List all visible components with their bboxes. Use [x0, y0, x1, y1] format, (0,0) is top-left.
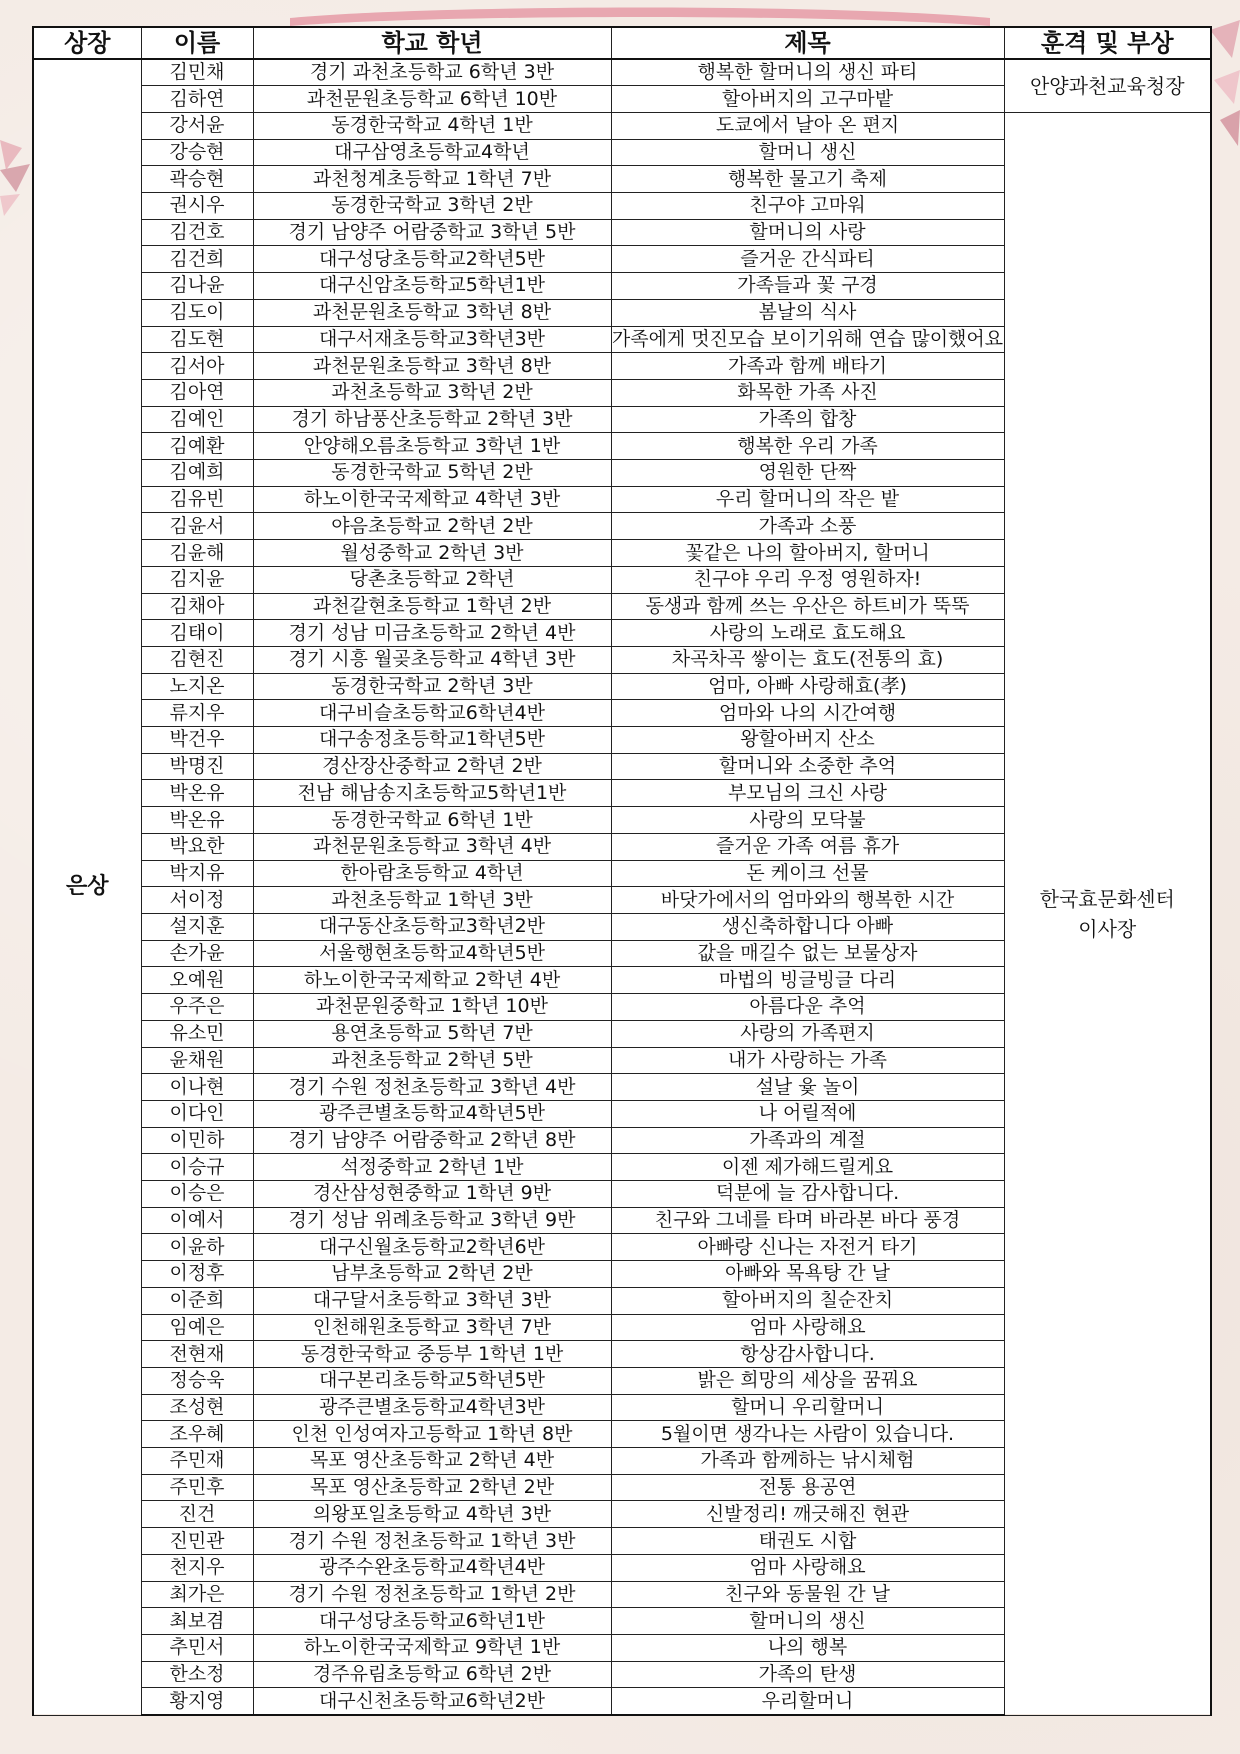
cell-title: 친구와 그네를 타며 바라본 바다 풍경	[611, 1207, 1004, 1234]
cell-school: 경기 남양주 어람중학교 2학년 8반	[253, 1127, 611, 1154]
cell-title: 즐거운 가족 여름 휴가	[611, 833, 1004, 860]
header-school: 학교 학년	[253, 27, 611, 59]
cell-title: 덕분에 늘 감사합니다.	[611, 1181, 1004, 1208]
cell-name: 전현재	[141, 1341, 253, 1368]
cell-school: 하노이한국국제학교 2학년 4반	[253, 967, 611, 994]
cell-title: 왕할아버지 산소	[611, 727, 1004, 754]
cell-title: 엄마, 아빠 사랑해효(孝)	[611, 673, 1004, 700]
cell-name: 조성현	[141, 1394, 253, 1421]
cell-name: 김서아	[141, 353, 253, 380]
cell-title: 사랑의 가족편지	[611, 1020, 1004, 1047]
cell-school: 과천문원초등학교 6학년 10반	[253, 86, 611, 113]
cell-name: 김민채	[141, 59, 253, 86]
cell-title: 가족과의 계절	[611, 1127, 1004, 1154]
cell-title: 할머니 생신	[611, 139, 1004, 166]
cell-title: 꽃같은 나의 할아버지, 할머니	[611, 540, 1004, 567]
cell-title: 5월이면 생각나는 사람이 있습니다.	[611, 1421, 1004, 1448]
cell-name: 강승현	[141, 139, 253, 166]
cell-school: 대구삼영초등학교4학년	[253, 139, 611, 166]
cell-name: 주민재	[141, 1448, 253, 1475]
header-award: 상장	[33, 27, 141, 59]
cell-name: 노지온	[141, 673, 253, 700]
cell-school: 안양해오름초등학교 3학년 1반	[253, 433, 611, 460]
cell-name: 임예은	[141, 1314, 253, 1341]
cell-school: 경기 수원 정천초등학교 1학년 2반	[253, 1581, 611, 1608]
cell-name: 김현진	[141, 646, 253, 673]
cell-school: 과천청계초등학교 1학년 7반	[253, 166, 611, 193]
cell-title: 아빠랑 신나는 자전거 타기	[611, 1234, 1004, 1261]
cell-name: 정승욱	[141, 1367, 253, 1394]
cell-school: 대구서재초등학교3학년3반	[253, 326, 611, 353]
cell-title: 차곡차곡 쌓이는 효도(전통의 효)	[611, 646, 1004, 673]
cell-title: 도쿄에서 날아 온 편지	[611, 112, 1004, 139]
cell-school: 대구동산초등학교3학년2반	[253, 914, 611, 941]
header-sponsor: 훈격 및 부상	[1004, 27, 1211, 59]
cell-title: 행복한 우리 가족	[611, 433, 1004, 460]
sponsor-2-line1: 한국효문화센터	[1039, 886, 1175, 911]
cell-school: 경산삼성현중학교 1학년 9반	[253, 1181, 611, 1208]
cell-school: 월성중학교 2학년 3반	[253, 540, 611, 567]
cell-school: 광주큰별초등학교4학년3반	[253, 1394, 611, 1421]
cell-name: 이예서	[141, 1207, 253, 1234]
cell-title: 할머니 우리할머니	[611, 1394, 1004, 1421]
cell-school: 과천초등학교 2학년 5반	[253, 1047, 611, 1074]
cell-school: 하노이한국국제학교 4학년 3반	[253, 486, 611, 513]
cell-name: 김예인	[141, 406, 253, 433]
cell-school: 경기 성남 위례초등학교 3학년 9반	[253, 1207, 611, 1234]
cell-school: 의왕포일초등학교 4학년 3반	[253, 1501, 611, 1528]
cell-school: 대구신암초등학교5학년1반	[253, 273, 611, 300]
table-body	[33, 59, 1211, 1715]
cell-school: 경기 시흥 월곶초등학교 4학년 3반	[253, 646, 611, 673]
cell-title: 부모님의 크신 사랑	[611, 780, 1004, 807]
cell-name: 김윤서	[141, 513, 253, 540]
cell-name: 김아연	[141, 379, 253, 406]
cell-title: 가족의 합창	[611, 406, 1004, 433]
cell-name: 곽승현	[141, 166, 253, 193]
cell-school: 대구본리초등학교5학년5반	[253, 1367, 611, 1394]
cell-name: 김예환	[141, 433, 253, 460]
cell-title: 친구와 동물원 간 날	[611, 1581, 1004, 1608]
cell-school: 인천 인성여자고등학교 1학년 8반	[253, 1421, 611, 1448]
cell-school: 경기 하남풍산초등학교 2학년 3반	[253, 406, 611, 433]
cell-name: 김태이	[141, 620, 253, 647]
cell-school: 동경한국학교 6학년 1반	[253, 807, 611, 834]
cell-school: 대구비슬초등학교6학년4반	[253, 700, 611, 727]
cell-school: 경기 성남 미금초등학교 2학년 4반	[253, 620, 611, 647]
cell-school: 경산장산중학교 2학년 2반	[253, 753, 611, 780]
cell-name: 이승은	[141, 1181, 253, 1208]
cell-name: 박명진	[141, 753, 253, 780]
cell-school: 대구성당초등학교2학년5반	[253, 246, 611, 273]
cell-name: 서이정	[141, 887, 253, 914]
cell-name: 윤채원	[141, 1047, 253, 1074]
cell-school: 과천갈현초등학교 1학년 2반	[253, 593, 611, 620]
cell-name: 이민하	[141, 1127, 253, 1154]
cell-title: 값을 매길수 없는 보물상자	[611, 940, 1004, 967]
cell-school: 경기 수원 정천초등학교 1학년 3반	[253, 1528, 611, 1555]
cell-title: 밝은 희망의 세상을 꿈꿔요	[611, 1367, 1004, 1394]
cell-name: 김도이	[141, 299, 253, 326]
cell-title: 엄마 사랑해요	[611, 1554, 1004, 1581]
cell-school: 목포 영산초등학교 2학년 4반	[253, 1448, 611, 1475]
sponsor-cell-2	[1004, 112, 1211, 1715]
cell-title: 가족에게 멋진모습 보이기위해 연습 많이했어요	[611, 326, 1004, 353]
cell-school: 과천문원중학교 1학년 10반	[253, 994, 611, 1021]
cell-title: 가족과 함께 배타기	[611, 353, 1004, 380]
cell-name: 오예원	[141, 967, 253, 994]
cell-name: 김도현	[141, 326, 253, 353]
cell-title: 친구야 우리 우정 영원하자!	[611, 566, 1004, 593]
cell-school: 대구달서초등학교 3학년 3반	[253, 1287, 611, 1314]
cell-school: 동경한국학교 3학년 2반	[253, 193, 611, 220]
cell-school: 하노이한국국제학교 9학년 1반	[253, 1634, 611, 1661]
sponsor-2-line2: 이사장	[1078, 916, 1137, 941]
cell-title: 행복한 할머니의 생신 파티	[611, 59, 1004, 86]
cell-name: 조우혜	[141, 1421, 253, 1448]
cell-title: 나 어릴적에	[611, 1100, 1004, 1127]
cell-title: 바닷가에서의 엄마와의 행복한 시간	[611, 887, 1004, 914]
cell-school: 동경한국학교 5학년 2반	[253, 460, 611, 487]
cell-title: 화목한 가족 사진	[611, 379, 1004, 406]
cell-title: 내가 사랑하는 가족	[611, 1047, 1004, 1074]
cell-title: 할아버지의 고구마밭	[611, 86, 1004, 113]
cell-school: 남부초등학교 2학년 2반	[253, 1261, 611, 1288]
cell-title: 마법의 빙글빙글 다리	[611, 967, 1004, 994]
cell-title: 사랑의 모닥불	[611, 807, 1004, 834]
cell-name: 진민관	[141, 1528, 253, 1555]
cell-name: 설지훈	[141, 914, 253, 941]
cell-title: 우리 할머니의 작은 밭	[611, 486, 1004, 513]
cell-title: 항상감사합니다.	[611, 1341, 1004, 1368]
cell-school: 용연초등학교 5학년 7반	[253, 1020, 611, 1047]
cell-school: 한아람초등학교 4학년	[253, 860, 611, 887]
cell-name: 김유빈	[141, 486, 253, 513]
header-row	[33, 27, 1211, 59]
cell-school: 과천문원초등학교 3학년 8반	[253, 353, 611, 380]
cell-title: 사랑의 노래로 효도해요	[611, 620, 1004, 647]
cell-school: 광주수완초등학교4학년4반	[253, 1554, 611, 1581]
cell-title: 즐거운 간식파티	[611, 246, 1004, 273]
cell-name: 진건	[141, 1501, 253, 1528]
cell-name: 한소정	[141, 1661, 253, 1688]
cell-name: 이승규	[141, 1154, 253, 1181]
cell-school: 동경한국학교 4학년 1반	[253, 112, 611, 139]
cell-name: 박온유	[141, 807, 253, 834]
cell-school: 광주큰별초등학교4학년5반	[253, 1100, 611, 1127]
cell-title: 생신축하합니다 아빠	[611, 914, 1004, 941]
cell-name: 천지우	[141, 1554, 253, 1581]
cell-school: 과천초등학교 1학년 3반	[253, 887, 611, 914]
cell-name: 유소민	[141, 1020, 253, 1047]
header-title: 제목	[611, 27, 1004, 59]
cell-name: 이윤하	[141, 1234, 253, 1261]
cell-title: 할아버지의 칠순잔치	[611, 1287, 1004, 1314]
cell-title: 아름다운 추억	[611, 994, 1004, 1021]
cell-title: 가족들과 꽃 구경	[611, 273, 1004, 300]
cell-school: 인천해원초등학교 3학년 7반	[253, 1314, 611, 1341]
cell-title: 행복한 물고기 축제	[611, 166, 1004, 193]
cell-title: 할머니의 사랑	[611, 219, 1004, 246]
cell-title: 가족과 함께하는 낚시체험	[611, 1448, 1004, 1475]
cell-school: 당촌초등학교 2학년	[253, 566, 611, 593]
cell-name: 김지윤	[141, 566, 253, 593]
cell-title: 돈 케이크 선물	[611, 860, 1004, 887]
cell-title: 동생과 함께 쓰는 우산은 하트비가 뚝뚝	[611, 593, 1004, 620]
cell-title: 가족과 소풍	[611, 513, 1004, 540]
cell-title: 봄날의 식사	[611, 299, 1004, 326]
cell-name: 우주은	[141, 994, 253, 1021]
cell-title: 나의 행복	[611, 1634, 1004, 1661]
cell-school: 대구신월초등학교2학년6반	[253, 1234, 611, 1261]
cell-school: 경주유림초등학교 6학년 2반	[253, 1661, 611, 1688]
table-row	[33, 59, 1211, 86]
cell-title: 신발정리! 깨긋해진 현관	[611, 1501, 1004, 1528]
cell-school: 과천초등학교 3학년 2반	[253, 379, 611, 406]
cell-name: 김건희	[141, 246, 253, 273]
cell-title: 우리할머니	[611, 1688, 1004, 1715]
cell-title: 설날 윷 놀이	[611, 1074, 1004, 1101]
cell-name: 박온유	[141, 780, 253, 807]
cell-school: 대구송정초등학교1학년5반	[253, 727, 611, 754]
cell-school: 대구성당초등학교6학년1반	[253, 1608, 611, 1635]
award-grade: 은상	[33, 59, 141, 1715]
cell-name: 류지우	[141, 700, 253, 727]
cell-name: 이나현	[141, 1074, 253, 1101]
cell-name: 손가윤	[141, 940, 253, 967]
cell-name: 박건우	[141, 727, 253, 754]
cell-school: 전남 해남송지초등학교5학년1반	[253, 780, 611, 807]
cell-school: 목포 영산초등학교 2학년 2반	[253, 1474, 611, 1501]
cell-name: 최보겸	[141, 1608, 253, 1635]
cell-name: 이정후	[141, 1261, 253, 1288]
cell-title: 친구야 고마워	[611, 193, 1004, 220]
cell-title: 엄마 사랑해요	[611, 1314, 1004, 1341]
cell-name: 김하연	[141, 86, 253, 113]
cell-school: 야음초등학교 2학년 2반	[253, 513, 611, 540]
cell-name: 박지유	[141, 860, 253, 887]
cell-title: 전통 용공연	[611, 1474, 1004, 1501]
cell-school: 과천문원초등학교 3학년 8반	[253, 299, 611, 326]
cell-school: 경기 남양주 어람중학교 3학년 5반	[253, 219, 611, 246]
cell-name: 김윤해	[141, 540, 253, 567]
cell-school: 동경한국학교 2학년 3반	[253, 673, 611, 700]
cell-title: 영원한 단짝	[611, 460, 1004, 487]
cell-title: 할머니와 소중한 추억	[611, 753, 1004, 780]
cell-name: 김나윤	[141, 273, 253, 300]
cell-title: 가족의 탄생	[611, 1661, 1004, 1688]
cell-name: 박요한	[141, 833, 253, 860]
cell-school: 경기 과천초등학교 6학년 3반	[253, 59, 611, 86]
cell-school: 대구신천초등학교6학년2반	[253, 1688, 611, 1715]
cell-title: 태권도 시합	[611, 1528, 1004, 1555]
cell-name: 이준희	[141, 1287, 253, 1314]
cell-name: 권시우	[141, 193, 253, 220]
cell-title: 할머니의 생신	[611, 1608, 1004, 1635]
cell-name: 최가은	[141, 1581, 253, 1608]
cell-title: 이젠 제가해드릴게요	[611, 1154, 1004, 1181]
cell-name: 황지영	[141, 1688, 253, 1715]
cell-title: 아빠와 목욕탕 간 날	[611, 1261, 1004, 1288]
cell-name: 김건호	[141, 219, 253, 246]
header-name: 이름	[141, 27, 253, 59]
award-table	[32, 26, 1212, 1716]
cell-name: 김예희	[141, 460, 253, 487]
sponsor-cell-1: 안양과천교육청장	[1004, 59, 1211, 112]
cell-name: 김채아	[141, 593, 253, 620]
cell-name: 이다인	[141, 1100, 253, 1127]
cell-name: 주민후	[141, 1474, 253, 1501]
cell-title: 엄마와 나의 시간여행	[611, 700, 1004, 727]
cell-school: 석정중학교 2학년 1반	[253, 1154, 611, 1181]
cell-school: 경기 수원 정천초등학교 3학년 4반	[253, 1074, 611, 1101]
table-row	[33, 112, 1211, 139]
cell-school: 서울행현초등학교4학년5반	[253, 940, 611, 967]
cell-name: 강서윤	[141, 112, 253, 139]
cell-school: 과천문원초등학교 3학년 4반	[253, 833, 611, 860]
cell-name: 추민서	[141, 1634, 253, 1661]
cell-school: 동경한국학교 중등부 1학년 1반	[253, 1341, 611, 1368]
